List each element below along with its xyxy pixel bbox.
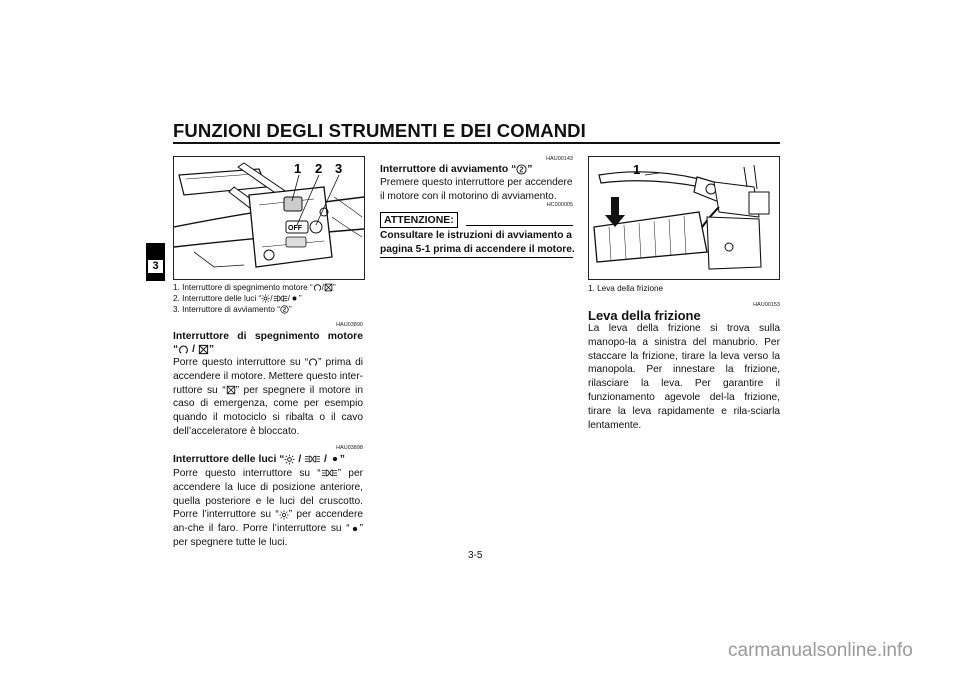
stop-icon [324, 283, 333, 292]
starter-icon [516, 164, 527, 175]
position-light-icon [321, 468, 338, 478]
starter-body: Premere questo interruttore per accendere il motore con il motorino di avviamento. [380, 177, 573, 202]
starter-icon [280, 305, 289, 314]
clutch-body: La leva della frizione si trova sulla manopo-la a sinistra del manubrio. Per staccare la frizione, tirare la leva verso la manopola. Per innestare la frizione, rilasciare la leva. Per garantire il funzionamento agevole del-la frizione, tirare la leva rapidamente e rila-sciarla lentamente. [588, 323, 780, 431]
clutch-caption: 1. Leva della frizione [588, 284, 664, 293]
run-icon [178, 344, 189, 355]
stop-icon [198, 344, 209, 355]
lights-off-icon [290, 294, 299, 303]
attention-text: Consultare le istruzioni di avviamento a pagina 5-1 prima di accendere il motore. [380, 230, 575, 255]
chapter-tab-number: 3 [148, 260, 163, 273]
caption-1: 1. Interruttore di spegnimento motore “ / ” [173, 283, 336, 292]
caption-3: 3. Interruttore di avviamento “ ” [173, 305, 292, 314]
engine-stop-heading-symbols: “ / ” [173, 344, 215, 355]
engine-stop-body: Porre questo interruttore su “ ” prima di accendere il motore. Mettere questo inter-ruttore su “ ” per spegnere il motore in caso di emergenza, come per esempio quando il motociclo si ribalta o il cavo dell’acceleratore è bloccato. [173, 357, 363, 437]
watermark: carmanualsonline.info [728, 640, 913, 661]
callout-1: 1 [633, 162, 641, 177]
lights-off-icon [330, 454, 340, 464]
lights-body: Porre questo interruttore su “ ” per accendere la luce di posizione anteriore, quella posteriore e le luci del cruscotto. Porre l’interruttore su “ ” per accendere an-che il faro. Porre l’interruttore su “ ” per spegnere tutte le luci. [173, 468, 364, 548]
headlight-icon [261, 294, 270, 303]
clutch-lever-figure [588, 156, 780, 280]
starter-heading: Interruttore di avviamento “ ” [380, 164, 533, 175]
callout-1: 1 [294, 161, 302, 176]
attention-rule [466, 225, 573, 226]
stop-icon [226, 385, 236, 395]
attention-bottom-rule [380, 257, 573, 258]
lights-off-icon [350, 524, 360, 534]
engine-stop-heading: Interruttore di spegnimento motore [173, 331, 363, 342]
headlight-icon [284, 454, 295, 465]
lights-heading: Interruttore delle luci “ / / ” [173, 454, 345, 465]
handlebar-switch-figure [173, 156, 365, 280]
section-code: HAU03890 [336, 322, 363, 328]
section-code: HAU03898 [336, 445, 363, 451]
page-title: FUNZIONI DEGLI STRUMENTI E DEI COMANDI [173, 120, 586, 141]
run-icon [308, 357, 318, 367]
title-rule [173, 142, 780, 144]
callout-2: 2 [315, 161, 323, 176]
position-light-icon [273, 294, 288, 303]
attention-label: ATTENZIONE: [380, 212, 458, 228]
section-code: HAU00153 [753, 302, 780, 308]
switch-label-off: OFF [288, 225, 302, 232]
caption-2: 2. Interruttore delle luci “ / / ” [173, 294, 302, 303]
run-icon [313, 283, 322, 292]
page-number: 3-5 [468, 550, 483, 561]
left-figure-captions [173, 282, 373, 315]
section-code: HAU00143 [546, 156, 573, 162]
position-light-icon [304, 454, 321, 464]
section-code: HC000005 [546, 202, 573, 208]
clutch-heading: Leva della frizione [588, 308, 701, 323]
headlight-icon [279, 510, 289, 520]
callout-3: 3 [335, 161, 343, 176]
